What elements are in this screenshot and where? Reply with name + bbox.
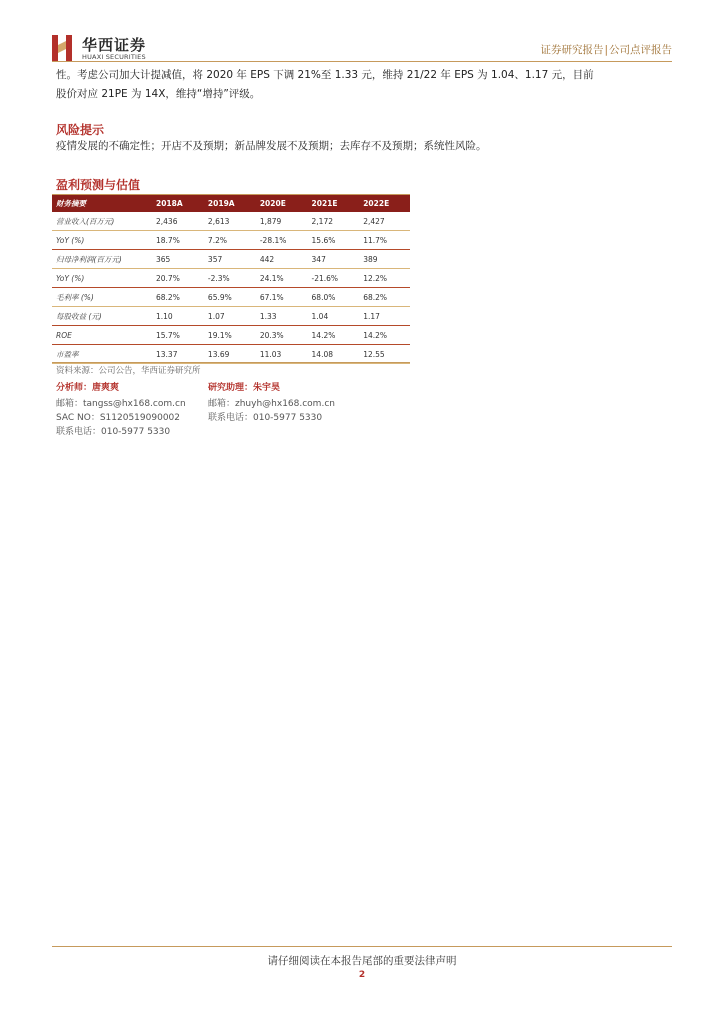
forecast-section-title: 盈利预测与估值 xyxy=(56,178,141,192)
table-header-cell: 2019A xyxy=(204,195,256,212)
table-row xyxy=(52,326,410,345)
table-header-cell: 财务摘要 xyxy=(52,195,152,212)
row-label: 营业收入(百万元) xyxy=(52,212,152,231)
table-cell: 13.37 xyxy=(152,345,204,364)
table-row xyxy=(52,345,410,364)
assistant-name: 研究助理：朱宇昊 xyxy=(208,383,281,393)
table-cell: 68.2% xyxy=(359,288,410,307)
table-row xyxy=(52,212,410,231)
row-label: 归母净利润(百万元) xyxy=(52,250,152,269)
report-type: 证券研究报告 xyxy=(540,44,604,56)
analyst-email: 邮箱：tangss@hx168.com.cn xyxy=(56,399,186,409)
table-cell: 2,436 xyxy=(152,212,204,231)
table-header-cell: 2018A xyxy=(152,195,204,212)
table-cell: 2,613 xyxy=(204,212,256,231)
risk-section-text: 疫情发展的不确定性；开店不及预期；新品牌发展不及预期；去库存不及预期；系统性风险。 xyxy=(56,140,487,152)
legal-disclaimer-note: 请仔细阅读在本报告尾部的重要法律声明 xyxy=(267,955,457,967)
table-row xyxy=(52,250,410,269)
financial-summary-table xyxy=(52,195,410,364)
table-cell: 357 xyxy=(204,250,256,269)
analyst-phone: 联系电话：010-5977 5330 xyxy=(56,427,171,437)
header-separator: | xyxy=(604,44,608,56)
table-cell: 2,427 xyxy=(359,212,410,231)
row-label: 每股收益 (元) xyxy=(52,307,152,326)
table-cell: -21.6% xyxy=(308,269,360,288)
table-cell: 1.10 xyxy=(152,307,204,326)
table-cell: 24.1% xyxy=(256,269,308,288)
table-cell: 15.6% xyxy=(308,231,360,250)
table-cell: 20.7% xyxy=(152,269,204,288)
row-label: ROE xyxy=(52,326,152,345)
report-subtype: 公司点评报告 xyxy=(609,44,672,56)
table-cell: 389 xyxy=(359,250,410,269)
table-row xyxy=(52,231,410,250)
table-cell: 1.04 xyxy=(308,307,360,326)
row-label: 毛利率 (%) xyxy=(52,288,152,307)
table-cell: 68.2% xyxy=(152,288,204,307)
table-cell: 11.7% xyxy=(359,231,410,250)
table-cell: 12.55 xyxy=(359,345,410,364)
assistant-email: 邮箱：zhuyh@hx168.com.cn xyxy=(208,399,335,409)
body-paragraph-line-2: 股价对应 21PE 为 14X，维持“增持”评级。 xyxy=(56,88,261,100)
row-label: YoY (%) xyxy=(52,231,152,250)
table-cell: 12.2% xyxy=(359,269,410,288)
table-cell: 14.2% xyxy=(359,326,410,345)
table-cell: 11.03 xyxy=(256,345,308,364)
table-row xyxy=(52,307,410,326)
table-cell: 365 xyxy=(152,250,204,269)
table-source-note: 资料来源：公司公告，华西证券研究所 xyxy=(56,366,201,376)
table-row xyxy=(52,288,410,307)
footer-divider xyxy=(52,946,672,947)
page-number: 2 xyxy=(358,970,366,980)
row-label: 市盈率 xyxy=(52,345,152,364)
table-cell: -28.1% xyxy=(256,231,308,250)
huaxi-logo-icon xyxy=(52,35,72,61)
analyst-name: 分析师：唐爽爽 xyxy=(56,383,120,393)
table-cell: 13.69 xyxy=(204,345,256,364)
risk-section-title: 风险提示 xyxy=(56,123,105,137)
table-cell: 1.33 xyxy=(256,307,308,326)
analyst-sac-number: SAC NO：S1120519090002 xyxy=(56,413,180,423)
table-cell: 442 xyxy=(256,250,308,269)
table-cell: 68.0% xyxy=(308,288,360,307)
table-cell: 1.07 xyxy=(204,307,256,326)
table-cell: 67.1% xyxy=(256,288,308,307)
source-divider xyxy=(52,362,410,363)
row-label: YoY (%) xyxy=(52,269,152,288)
header-divider xyxy=(52,61,672,62)
table-cell: 347 xyxy=(308,250,360,269)
assistant-phone: 联系电话：010-5977 5330 xyxy=(208,413,323,423)
body-paragraph-line-1: 性。考虑公司加大计提减值，将 2020 年 EPS 下调 21%至 1.33 元，维持 21/22 年 EPS 为 1.04、1.17 元，目前 xyxy=(56,69,594,81)
table-cell: 18.7% xyxy=(152,231,204,250)
table-header-row xyxy=(52,195,410,212)
table-cell: 19.1% xyxy=(204,326,256,345)
table-row xyxy=(52,269,410,288)
table-cell: 7.2% xyxy=(204,231,256,250)
table-cell: 65.9% xyxy=(204,288,256,307)
table-cell: 14.08 xyxy=(308,345,360,364)
table-cell: 2,172 xyxy=(308,212,360,231)
table-cell: 1.17 xyxy=(359,307,410,326)
table-cell: 1,879 xyxy=(256,212,308,231)
report-type-label xyxy=(540,42,672,57)
table-cell: 15.7% xyxy=(152,326,204,345)
table-header-cell: 2020E xyxy=(256,195,308,212)
table-cell: 20.3% xyxy=(256,326,308,345)
table-header-cell: 2021E xyxy=(308,195,360,212)
brand-name-en: HUAXI SECURITIES xyxy=(82,53,146,61)
table-header-cell: 2022E xyxy=(359,195,410,212)
brand-name-cn: 华西证券 xyxy=(82,36,147,54)
table-cell: 14.2% xyxy=(308,326,360,345)
table-cell: -2.3% xyxy=(204,269,256,288)
